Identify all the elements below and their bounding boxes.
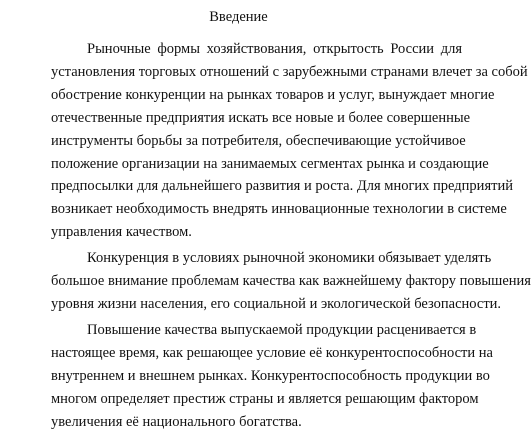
document-page (15, 6, 531, 433)
paragraph-line: настоящее время, как решающее условие её конкурентоспособности на (51, 344, 493, 361)
paragraph-line: уровня жизни населения, его социальной и экологической безопасности. (51, 295, 502, 312)
paragraph-line: инструменты борьбы за потребителя, обеспечивающие устойчивое (51, 132, 466, 149)
paragraph-line: Рыночные формы хозяйствования, открытость России для (87, 41, 462, 57)
paragraph-line: Повышение качества выпускаемой продукции расценивается в (87, 321, 477, 338)
paragraph-3 (15, 319, 493, 434)
paragraph-line: внутреннем и внешнем рынках. Конкурентоспособность продукции во (51, 367, 490, 384)
paragraph-1 (15, 38, 528, 244)
document-title: Введение (209, 9, 268, 25)
paragraph-line: возникает необходимость внедрять инновационные технологии в системе (51, 201, 507, 218)
paragraph-line: большое внимание проблемам качества как важнейшему фактору повышения (51, 273, 531, 290)
paragraph-line: увеличения её национального богатства. (51, 413, 302, 430)
paragraph-line: отечественные предприятия искать все новые и более совершенные (51, 109, 471, 126)
paragraph-line: установления торговых отношений с зарубежными странами влечет за собой (51, 63, 528, 80)
paragraph-line: Конкуренция в условиях рыночной экономики обязывает уделять (87, 250, 492, 267)
paragraph-line: положение организации на занимаемых сегментах рынка и создающие (51, 155, 489, 172)
paragraph-2 (15, 247, 531, 316)
paragraph-line: многом определяет престиж страны и является решающим фактором (51, 390, 479, 407)
paragraph-line: управления качеством. (51, 224, 192, 241)
paragraph-line: предпосылки для дальнейшего развития и роста. Для многих предприятий (51, 178, 513, 195)
paragraph-line: обострение конкуренции на рынках товаров и услуг, вынуждает многие (51, 86, 495, 103)
